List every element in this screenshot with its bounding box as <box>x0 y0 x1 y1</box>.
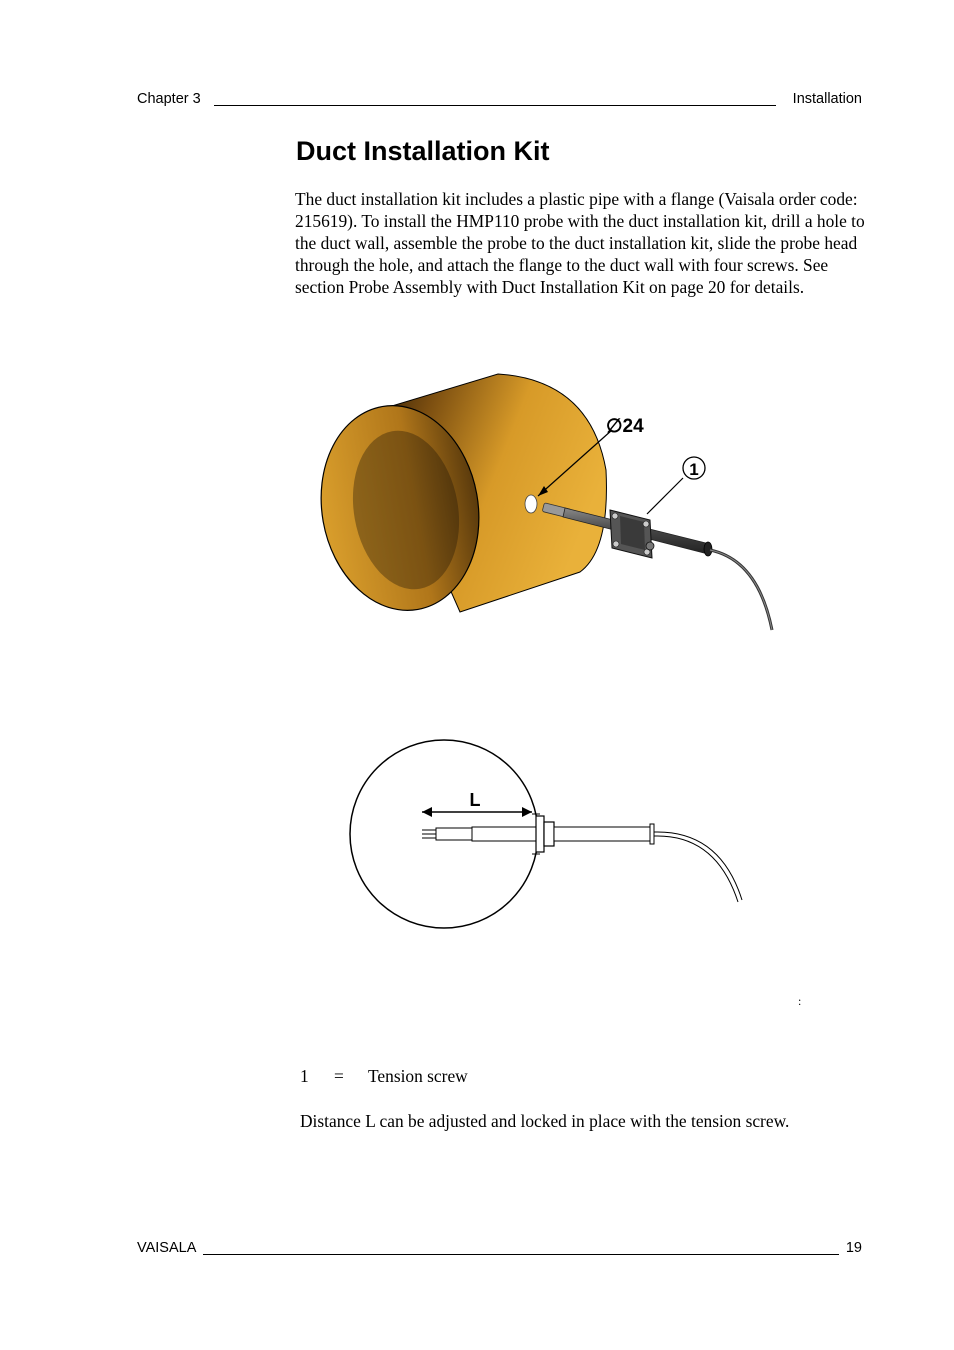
drill-hole <box>525 495 537 513</box>
legend-equals: = <box>334 1066 344 1086</box>
figure-duct-installation-3d <box>310 360 790 650</box>
legend-text: Tension screw <box>368 1066 468 1086</box>
callout-1-label: 1 <box>689 460 699 479</box>
adjustment-note: Distance L can be adjusted and locked in place with the tension screw. <box>300 1111 790 1131</box>
distance-l-label: L <box>469 790 481 810</box>
hole-diameter-label: ∅24 <box>606 416 644 437</box>
legend-number: 1 <box>300 1066 309 1086</box>
running-header-section: Installation <box>792 91 862 107</box>
stray-mark: : <box>798 994 802 1008</box>
running-header-chapter: Chapter 3 <box>137 91 201 107</box>
page-number: 19 <box>845 1240 862 1256</box>
figure-duct-cross-section <box>340 730 760 940</box>
header-rule <box>214 105 776 106</box>
footer-rule <box>203 1254 839 1255</box>
body-paragraph: The duct installation kit includes a plastic pipe with a flange (Vaisala order code: 215619). To install the HMP110 probe with the duct installation kit, drill a hole to the duct wall, assemble the probe to the duct installation kit, slide the probe head through the hole, and attach the flange to the duct wall with four screws. See section Probe Assembly with Duct Installation Kit on page 20 for details. <box>295 189 865 297</box>
section-title: Duct Installation Kit <box>296 136 550 166</box>
footer-brand: VAISALA <box>137 1240 197 1256</box>
